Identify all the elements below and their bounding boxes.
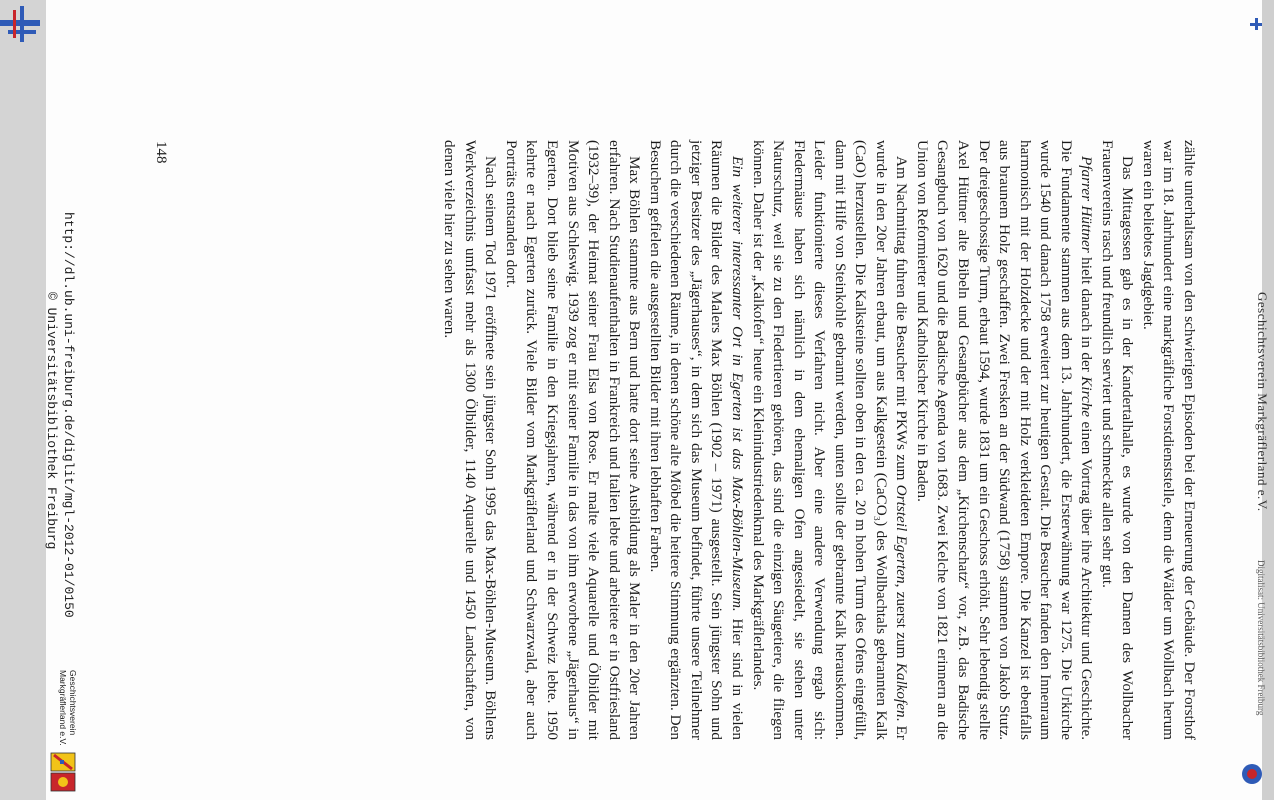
paragraph-3-emphasis-2: Kirche — [1078, 376, 1096, 418]
paragraph-5-text: Hier sind in vielen Räumen die Bilder des Malers Max Böhlen (1902 – 1971) ausgestellt. Sein jüngster Sohn und jetziger Besitzer des „Jägerhauses“, in dem sich das Museum befindet, führte unsere Teilnehmer durch die verschiedenen Räume, in denen schöne alte Möbel die heitere Stimmung ergänzten. Den Besuchern gefielen die ausgestellten Bilder mit ihren lebhaften Farben. — [646, 140, 746, 740]
paragraph-1: zählte unterhaltsam von den schwierigen Episoden bei der Erneuerung der Gebäude. Der Forsthof war im 18. Jahrhundert eine markgräfliche Forstdienststelle, denn die Wälder um Wollbach herum waren ein beliebtes Jagdgebiet. — [1139, 140, 1198, 740]
paragraph-4 — [747, 140, 911, 740]
scanned-page — [44, 0, 1270, 800]
paragraph-3-text-b: einen Vortrag über ihre Architektur und Geschichte. Die Fundamente stammen aus dem 13. Jahrhundert, die Ersterwähnung war 1275. Die Urkirche wurde 1540 und danach 1758 erweitert zur heutigen Gestalt. Die Besucher fanden den Innenraum harmonisch mit der Holzdecke und der mit Holz verkleideten Empore. Die Kanzel ist ebenfalls aus braunem Holz geschaffen. Zwei Fresken an der Südwand (1758) stammen von Jakob Stutz. Der dreigeschossige Turm, erbaut 1594, wurde 1831 um ein Geschoss erhöht. Sehr lebendig stellte Axel Hüttner alte Bibeln und Gesangbücher aus dem „Kirchenschatz“ vor, z.B. das Badische Gesangbuch von 1620 und die Badische Agenda von 1683. Zwei Kelche von 1821 erinnern an die Union von Reformierter und Katholischer Kirche in Baden. — [913, 140, 1096, 741]
rotated-page-content — [44, 0, 1270, 800]
copyright-line: © Universitätsbibliothek Freiburg — [44, 292, 59, 550]
page-number: 148 — [153, 141, 169, 164]
library-icon — [0, 6, 40, 46]
edge-caption: Digitalisat: Universitätsbibliothek Freiburg — [1256, 560, 1266, 716]
corner-mark-icon — [1250, 18, 1262, 30]
permalink-url[interactable]: http://dl.ub.uni-freiburg.de/diglit/mgl-2012-01/0150 — [61, 212, 76, 618]
publisher-label: Geschichtsverein Markgräflerland e.V. — [58, 670, 78, 746]
paragraph-4-text-b: , zuerst zum — [893, 583, 911, 663]
paragraph-4-text-c: . Er wurde in den 20er Jahren erbaut, um aus Kalkgestein (CaCO₃) des Wollbachtals gebrannten Kalk (CaO) herzustellen. Die Kalksteine sollten oben in den ca. 20 m hohen Turm des Ofens eingefüllt, dann mit Hilfe von Steinkohle gebrannt werden, unten sollte der gebrannte Kalk herauskommen. Leider funktionierte dieses Verfahren nicht. Aber eine andere Verwendung ergab sich: Fledermäuse haben sich nämlich in dem ehemaligen Ofen angesiedelt, sie stehen unter Naturschutz, weil sie zu den Fledertieren gehören, das sind die einzigen Säugetiere, die fliegen können. Daher ist der „Kalkofen“ heute ein Kleinindustriedenkmal des Markgräflerlandes. — [749, 140, 911, 740]
paragraph-4-emphasis-2: Kalkofen — [893, 662, 911, 718]
running-header: Geschichtsverein Markgräflerland e.V. — [1255, 292, 1270, 512]
viewer-left-strip — [0, 0, 46, 800]
paragraph-3 — [911, 140, 1096, 740]
coat-of-arms-logo — [50, 752, 76, 792]
paragraph-3-text-a: hielt danach in der — [1078, 252, 1096, 377]
paragraph-5-emphasis: Ein weiterer interessanter Ort in Egerten ist das Max-Böhlen-Museum. — [728, 156, 746, 612]
paragraph-7: Nach seinem Tod 1971 eröffnete sein jüngster Sohn 1995 das Max-Böhlen-Museum. Böhlens Werkverzeichnis umfasst mehr als 1300 Ölbilder, 1140 Aquarelle und 1450 Landschaften, von denen viele hier zu sehen waren. — [441, 140, 500, 740]
paragraph-5 — [644, 140, 747, 740]
paragraph-4-text-a: Am Nachmittag fuhren die Besucher mit PKWs zum — [893, 156, 911, 485]
paragraph-4-emphasis: Ortsteil Egerten — [893, 484, 911, 584]
paragraph-6: Max Böhlen stammte aus Bern und hatte dort seine Ausbildung als Maler in den 20er Jahren erfahren. Nach Studienaufenthalten in Frankreich und Italien lebte und arbeitete er in Ostfriesland (1932–39), der Heimat seiner Frau Elsa von Rose. Er malte viele Aquarelle und Ölbilder mit Motiven aus Schleswig. 1939 zog er mit seiner Familie in das von ihm erworbene „Jägerhaus“ in Egerten. Dort blieb seine Familie in den Kriegsjahren, während er in der Schweiz lebte. 1950 kehrte er nach Egerten zurück. Viele Bilder vom Markgräflerland und Schwarzwald, aber auch Porträts entstanden dort. — [502, 140, 644, 740]
corner-logo-icon — [1250, 762, 1264, 786]
body-text — [439, 140, 1199, 740]
paragraph-3-emphasis: Pfarrer Hüttner — [1078, 156, 1096, 253]
paragraph-2: Das Mittagessen gab es in der Kandertalhalle, es wurde von den Damen des Wollbacher Frauenvereins rasch und freundlich serviert und schmeckte allen sehr gut. — [1098, 140, 1137, 740]
